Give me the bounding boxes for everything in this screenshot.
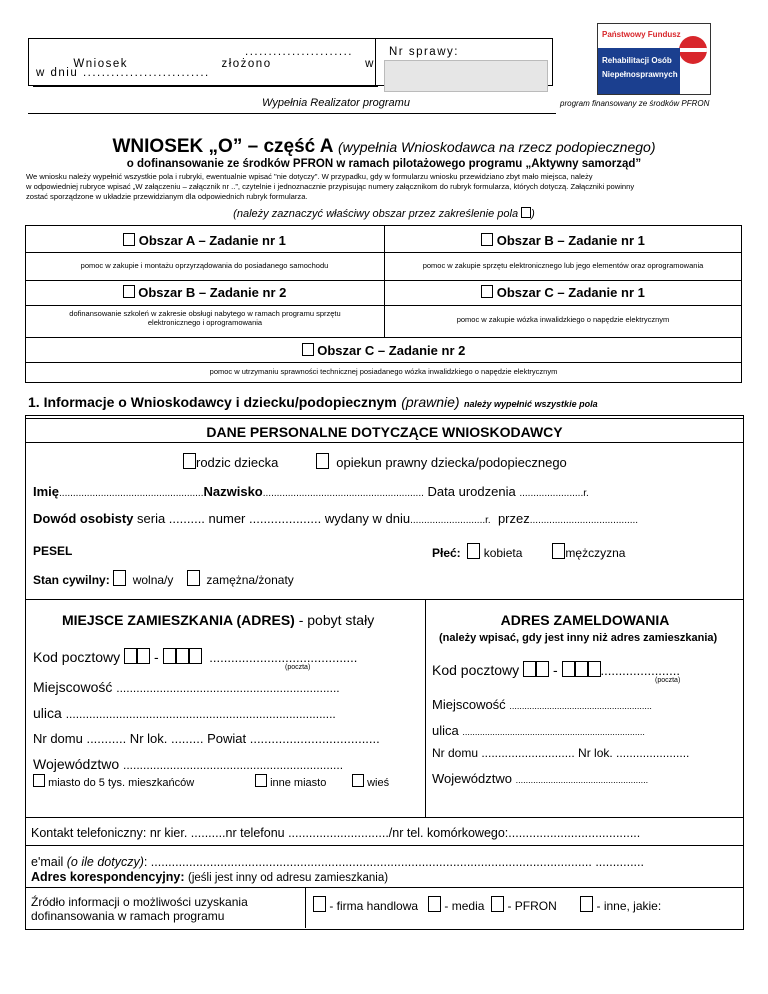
checkbox-icon[interactable]	[183, 453, 196, 469]
checkbox-icon[interactable]	[33, 774, 45, 787]
postal-digit-box[interactable]	[176, 648, 189, 664]
role-guardian-option[interactable]: opiekun prawny dziecka/podopiecznego	[316, 453, 567, 470]
checkbox-icon[interactable]	[123, 233, 135, 246]
checkbox-icon[interactable]	[580, 896, 593, 912]
area-c2-desc: pomoc w utrzymaniu sprawności technicznej posiadanego wózka inwalidzkiego o napędzie elektrycznym	[209, 367, 558, 376]
instruction-line-2: w odpowiedniej rubryce wpisać „W załączeniu – załącznik nr ..”, czytelnie i jednoznacznie przypisując numery załącznikom do rubryk formularza, których dotyczą. Załączniki powinny	[26, 182, 635, 191]
registration-note: (należy wpisać, gdy jest inny niż adres zamieszkania)	[439, 632, 718, 644]
funded-note: program finansowany ze środków PFRON	[560, 99, 710, 108]
registration-street-row[interactable]: ulica .........................................................................	[432, 723, 645, 738]
postal-digit-box[interactable]	[189, 648, 202, 664]
logo-line3: Niepełnosprawnych	[602, 70, 678, 79]
header-underline	[33, 86, 378, 87]
correspondence-row[interactable]: Adres korespondencyjny: (jeśli jest inny od adresu zamieszkania)	[31, 870, 389, 884]
registration-title: ADRES ZAMELDOWANIA	[500, 612, 670, 628]
form-title: WNIOSEK „O” – część A (wypełnia Wnioskodawca na rzecz podopiecznego)	[112, 136, 656, 157]
email-line[interactable]: e'mail (o ile dotyczy): ............................................................................................................................... ..............	[31, 855, 644, 869]
checkbox-icon[interactable]	[552, 543, 565, 559]
residence-village[interactable]: wieś	[352, 774, 389, 789]
checkbox-icon[interactable]	[316, 453, 329, 469]
checkbox-icon[interactable]	[113, 570, 126, 586]
section-1-heading: 1. Informacje o Wnioskodawcy i dziecku/podopiecznym (prawnie) należy wypełnić wszystkie pola	[28, 394, 598, 410]
case-number-field[interactable]	[384, 60, 548, 92]
sex-row[interactable]: Płeć: kobieta mężczyzna	[432, 543, 625, 560]
instruction-line-1: We wniosku należy wypełnić wszystkie pola i rubryki, ewentualnie wpisać "nie dotyczy". W przypadku, gdy w formularzu wniosku przewidziano zbyt mało miejsca, należy	[26, 172, 593, 181]
logo-blue-band	[598, 48, 680, 94]
registration-province-row[interactable]: Województwo .....................................................	[432, 771, 649, 786]
area-b2-option[interactable]: Obszar B – Zadanie nr 2	[25, 285, 384, 300]
checkbox-icon[interactable]	[491, 896, 504, 912]
source-label: Źródło informacji o możliwości uzyskania dofinansowania w ramach programu	[31, 895, 248, 923]
postal-digit-box[interactable]	[124, 648, 137, 664]
checkbox-icon[interactable]	[428, 896, 441, 912]
postal-digit-box[interactable]	[575, 661, 588, 677]
residence-house-row[interactable]: Nr domu ........... Nr lok. ......... Powiat ....................................	[33, 731, 380, 746]
logo-circle-icon	[679, 36, 707, 64]
checkbox-icon[interactable]	[123, 285, 135, 298]
checkbox-icon[interactable]	[481, 233, 493, 246]
select-note: (należy zaznaczyć właściwy obszar przez zakreślenie pola )	[233, 208, 535, 220]
instruction-line-3: zostać sporządzone w układzie przewidzianym dla odpowiednich rubryk formularza.	[26, 192, 308, 201]
case-number-label: Nr sprawy:	[389, 46, 459, 58]
checkbox-icon	[521, 207, 531, 218]
area-c1-desc: pomoc w zakupie wózka inwalidzkiego o napędzie elektrycznym	[456, 315, 670, 324]
filled-by-note: Wypełnia Realizator programu	[262, 97, 410, 109]
personal-data-title: DANE PERSONALNE DOTYCZĄCE WNIOSKODAWCY	[206, 424, 563, 440]
residence-post-office-label: (poczta)	[285, 664, 311, 671]
area-c2-option[interactable]: Obszar C – Zadanie nr 2	[25, 343, 742, 358]
area-b2-desc: dofinansowanie szkoleń w zakresie obsługi nabytego w ramach programu sprzętu elektronicznego i oprogramowania	[69, 309, 341, 327]
civil-status-row[interactable]: Stan cywilny: wolna/y zamężna/żonaty	[33, 570, 294, 587]
residence-province-row[interactable]: Województwo ..................................................................	[33, 756, 344, 772]
phone-row[interactable]: Kontakt telefoniczny: nr kier. ..........nr telefonu ............................./nr tel. komórkowego:......................................	[31, 826, 641, 840]
pfron-logo	[597, 23, 711, 95]
registration-city-row[interactable]: Miejscowość .........................................................	[432, 697, 652, 712]
residence-postal-row[interactable]: Kod pocztowy - .........................................	[33, 649, 358, 665]
area-b1-option[interactable]: Obszar B – Zadanie nr 1	[384, 233, 742, 248]
residence-street-row[interactable]: ulica .................................................................................	[33, 705, 336, 721]
logo-line1: Państwowy Fundusz	[602, 30, 681, 39]
postal-digit-box[interactable]	[137, 648, 150, 664]
checkbox-icon[interactable]	[302, 343, 314, 356]
checkbox-icon[interactable]	[255, 774, 267, 787]
source-options[interactable]: - firma handlowa - media - PFRON - inne, jakie:	[313, 896, 661, 913]
name-row[interactable]: Imię....................................................Nazwisko.......................................................... Data urodzenia .......................r.	[33, 484, 589, 499]
area-b1-desc: pomoc w zakupie sprzętu elektronicznego lub jego elementów oraz oprogramowania	[422, 261, 704, 270]
header-rule	[28, 113, 556, 114]
instructions	[26, 172, 742, 202]
logo-line2: Rehabilitacji Osób	[602, 56, 672, 65]
submitted-dots[interactable]: .......................	[245, 46, 353, 58]
registration-postal-row[interactable]: Kod pocztowy - ......................	[432, 662, 680, 678]
postal-digit-box[interactable]	[523, 661, 536, 677]
postal-digit-box[interactable]	[588, 661, 601, 677]
checkbox-icon[interactable]	[467, 543, 480, 559]
submitted-label: Wniosek złożono w	[73, 58, 375, 70]
checkbox-icon[interactable]	[313, 896, 326, 912]
area-a1-option[interactable]: Obszar A – Zadanie nr 1	[25, 233, 384, 248]
postal-digit-box[interactable]	[163, 648, 176, 664]
registration-house-row[interactable]: Nr domu ............................ Nr lok. ......................	[432, 746, 690, 760]
id-row[interactable]: Dowód osobisty seria .......... numer .................... wydany w dniu...........................r. przez.......................................	[33, 511, 639, 526]
postal-digit-box[interactable]	[562, 661, 575, 677]
logo-top-band	[600, 26, 684, 46]
pesel-label: PESEL	[33, 544, 73, 558]
area-a1-desc: pomoc w zakupie i montażu oprzyrządowania do posiadanego samochodu	[80, 261, 329, 270]
residence-city-row[interactable]: Miejscowość ...................................................................	[33, 679, 340, 695]
form-subtitle: o dofinansowanie ze środków PFRON w ramach pilotażowego programu „Aktywny samorząd”	[126, 158, 642, 170]
checkbox-icon[interactable]	[187, 570, 200, 586]
registration-post-office-label: (poczta)	[655, 677, 681, 684]
residence-other-city[interactable]: inne miasto	[255, 774, 326, 789]
postal-digit-box[interactable]	[536, 661, 549, 677]
checkbox-icon[interactable]	[352, 774, 364, 787]
residence-title: MIEJSCE ZAMIESZKANIA (ADRES) - pobyt stały	[62, 612, 375, 628]
submission-day[interactable]: w dniu ...........................	[36, 67, 210, 79]
area-c1-option[interactable]: Obszar C – Zadanie nr 1	[384, 285, 742, 300]
residence-locality-type[interactable]: miasto do 5 tys. mieszkańców	[33, 774, 194, 789]
role-parent-option[interactable]: rodzic dziecka	[183, 453, 278, 470]
checkbox-icon[interactable]	[481, 285, 493, 298]
